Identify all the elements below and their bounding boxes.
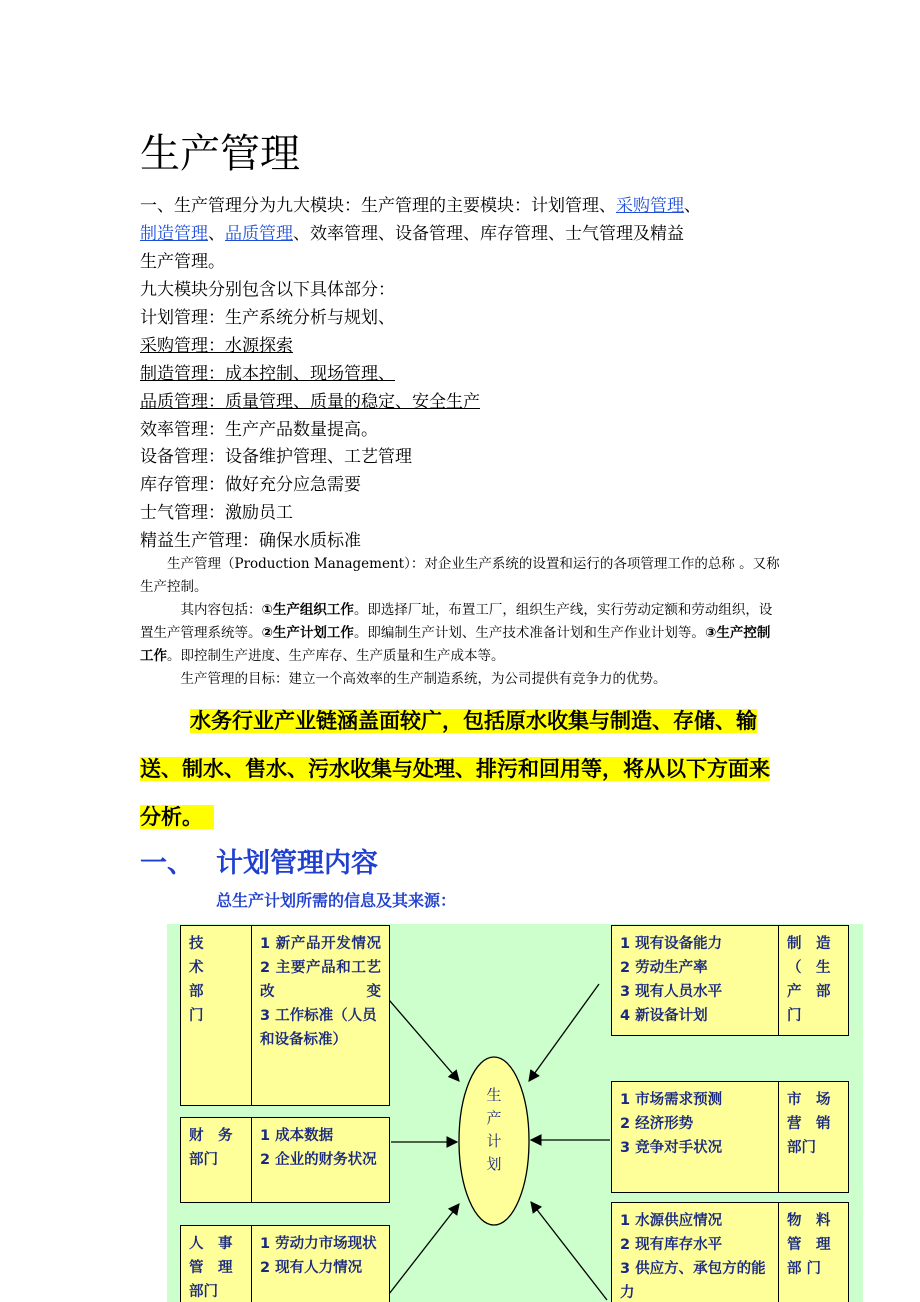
dept-char: 部门 [787,1140,816,1156]
module-item: 库存管理：做好充分应急需要 [140,475,361,495]
center-char: 产 [486,1109,502,1127]
info-list [612,1203,778,1302]
link-quality[interactable]: 品质管理 [225,224,293,244]
text: 。即编制生产计划、生产技术准备计划和生产作业计划等。 [353,625,705,641]
link-manufacturing[interactable]: 制造管理 [140,224,208,244]
arrow-mfg [529,984,599,1081]
highlight-paragraph [140,697,782,841]
info-item: 3 现有人员水平 [620,984,723,1000]
module-item: 制造管理：成本控制、现场管理、 [140,364,395,384]
dept-char: 物 料 [787,1213,831,1229]
info-item: 3 工作标准（人员和设备标准） [260,1008,377,1048]
info-item: 2 现有人力情况 [260,1260,363,1276]
info-item: 1 成本数据 [260,1128,334,1144]
info-list [612,1082,778,1192]
content-paragraph [140,599,782,668]
box-hr [180,1225,390,1302]
dept-char: （ 生 [787,960,831,976]
info-item: 1 现有设备能力 [620,936,723,952]
info-item: 2 企业的财务状况 [260,1152,377,1168]
dept-char: 门 [787,1008,802,1024]
info-item: 3 供应方、承包方的能力 [620,1261,766,1301]
link-purchasing[interactable]: 采购管理 [616,196,684,216]
box-technology [180,925,390,1106]
arrow-material [531,1202,607,1300]
center-char: 计 [486,1132,502,1150]
arrow-hr [389,1204,459,1294]
module-item: 精益生产管理：确保水质标准 [140,531,361,551]
section-subtitle: 总生产计划所需的信息及其来源： [216,891,457,910]
text: 。即选择厂址，布置工厂，组织生产线，实行劳动定额和劳动组织，设置生产管理系统等。 [140,602,773,641]
dept-char: 营 销 [787,1116,831,1132]
dept-label [778,926,848,1035]
dept-char: 门 [189,1008,204,1024]
dept-char: 市 场 [787,1092,831,1108]
highlight-line: 送、制水、售水、污水收集与处理、排污和回用等，将从以下方面来 [140,757,770,781]
center-label [458,1084,530,1176]
module-item: 士气管理：激励员工 [140,503,293,523]
intro-prefix: 一、生产管理分为九大模块：生产管理的主要模块：计划管理、 [140,196,616,216]
box-material [611,1202,849,1302]
dept-label [778,1082,848,1192]
info-list [252,1226,389,1302]
info-item: 1 劳动力市场现状 [260,1236,377,1252]
highlight-line: 分析。 [140,805,193,829]
info-item: 2 主要产品和工艺改变 [260,960,381,1000]
bold-term: ②生产计划工作 [261,625,354,641]
info-list [252,1118,389,1202]
info-item: 2 现有库存水平 [620,1237,723,1253]
dept-char: 产 部 [787,984,831,1000]
dept-char: 部门 [189,1284,218,1300]
section-heading [140,846,378,882]
info-item: 4 新设备计划 [620,1008,708,1024]
section-title: 计划管理内容 [216,848,378,879]
module-item: 计划管理：生产系统分析与规划、 [140,308,395,328]
info-item: 3 竞争对手状况 [620,1140,723,1156]
section-number: 一、 [140,848,194,879]
dept-char: 术 [189,960,204,976]
intro-line-1 [140,195,701,217]
module-item: 设备管理：设备维护管理、工艺管理 [140,447,412,467]
info-item: 2 经济形势 [620,1116,694,1132]
box-marketing [611,1081,849,1193]
module-item: 品质管理：质量管理、质量的稳定、安全生产 [140,392,480,412]
info-list [612,926,778,1035]
info-item: 1 水源供应情况 [620,1213,723,1229]
dept-char: 制 造 [787,936,831,952]
planning-diagram [167,924,863,1302]
box-finance [180,1117,390,1203]
dept-label [181,926,252,1105]
bold-term: ①生产组织工作 [261,602,354,618]
dept-char: 部门 [189,1152,218,1168]
page-title: 生产管理 [140,131,300,177]
dept-label [181,1118,252,1202]
info-list [252,926,389,1105]
goal-paragraph: 生产管理的目标：建立一个高效率的生产制造系统，为公司提供有竞争力的优势。 [180,671,667,687]
definition-paragraph: 生产管理（Production Management）：对企业生产系统的设置和运行的各项管理工作的总称 。又称生产控制。 [140,556,780,595]
box-manufacturing [611,925,849,1036]
dept-char: 人 事 [189,1236,233,1252]
dept-char: 部 [189,984,204,1000]
dept-char: 管 理 [189,1260,233,1276]
info-item: 1 新产品开发情况 [260,936,381,952]
center-char: 划 [486,1155,502,1173]
dept-char: 管 理 [787,1237,831,1253]
dept-char: 财 务 [189,1128,233,1144]
dept-label [181,1226,252,1302]
intro-sep: 、 [208,224,225,244]
module-item: 采购管理：水源探索 [140,336,293,356]
center-char: 生 [486,1086,502,1104]
intro-line-2 [140,223,684,245]
definition-block [140,553,782,691]
bold-term: ③生产控制工作 [140,625,771,664]
dept-label [778,1203,848,1302]
dept-char: 技 [189,936,204,952]
modules-heading: 九大模块分别包含以下具体部分： [140,280,395,300]
intro-line2-rest: 、效率管理、设备管理、库存管理、士气管理及精益 [293,224,684,244]
info-item: 1 市场需求预测 [620,1092,723,1108]
text: 其内容包括： [180,602,262,618]
info-item: 2 劳动生产率 [620,960,708,976]
highlight-line: 水务行业产业链涵盖面较广，包括原水收集与制造、存储、输 [190,709,757,733]
dept-char: 部 门 [787,1261,822,1277]
module-item: 效率管理：生产产品数量提高。 [140,420,378,440]
text: 。即控制生产进度、生产库存、生产质量和生产成本等。 [167,648,505,664]
intro-sep: 、 [684,196,701,216]
intro-line-3: 生产管理。 [140,252,225,272]
